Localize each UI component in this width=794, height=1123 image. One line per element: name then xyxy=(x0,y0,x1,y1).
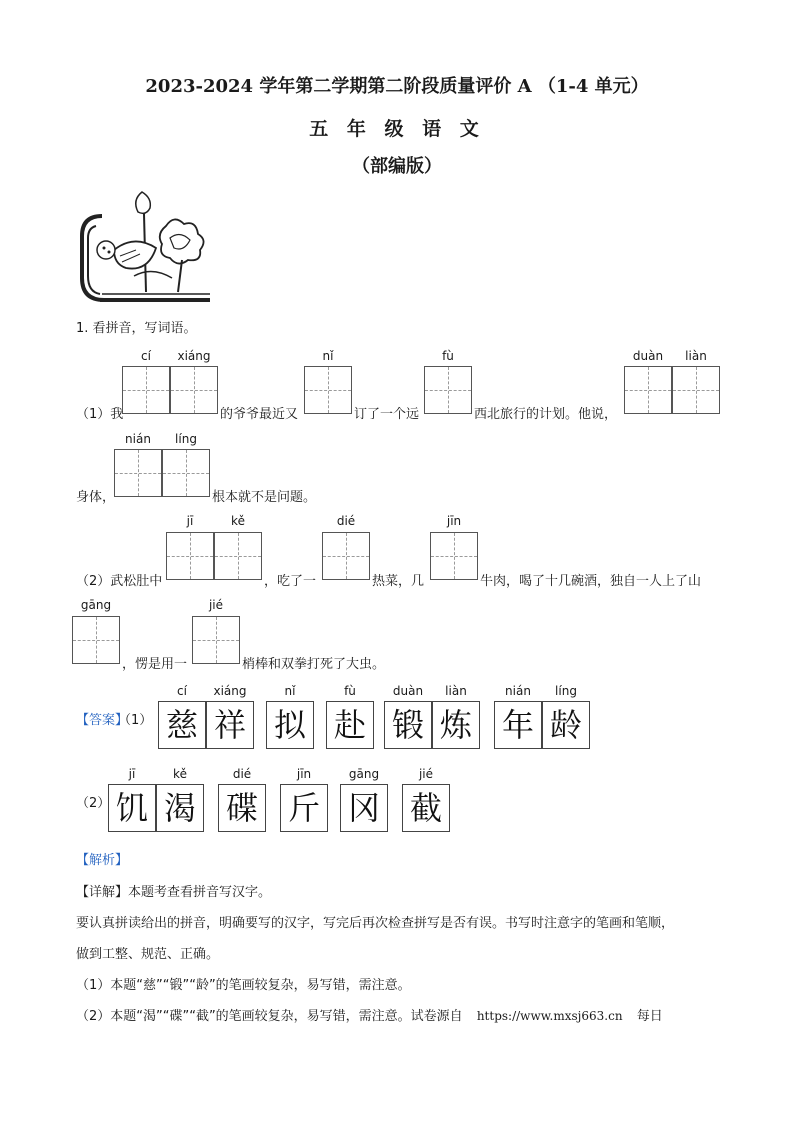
part2-text-2: 热菜，几 xyxy=(372,574,425,589)
answer-pinyin-jie: jié xyxy=(418,767,434,781)
answer-pinyin-nian: nián xyxy=(505,684,531,698)
answer-pinyin-ji: jī xyxy=(128,767,136,781)
part2-label: （2）武松肚中 xyxy=(76,574,163,589)
pinyin-die: dié xyxy=(336,514,356,528)
answer-box-lian[interactable] xyxy=(672,366,720,414)
answer-char-ling: 龄 xyxy=(542,701,590,749)
pinyin-ni: nǐ xyxy=(322,349,334,363)
answer-char-ke: 渴 xyxy=(156,784,204,832)
detail-label: 【详解】 xyxy=(76,885,129,900)
answer-char-ji: 饥 xyxy=(108,784,156,832)
answer-char-gang: 冈 xyxy=(340,784,388,832)
answer-pinyin-duan: duàn xyxy=(392,684,424,698)
pinyin-lian: liàn xyxy=(685,349,707,363)
answer-char-fu: 赴 xyxy=(326,701,374,749)
doc-subject: 五 年 级 语 文 xyxy=(309,118,485,140)
answer-pinyin-lian: liàn xyxy=(445,684,467,698)
answer-pinyin-die: dié xyxy=(232,767,252,781)
pinyin-nian: nián xyxy=(125,432,151,446)
question-prompt: 1. 看拼音，写词语。 xyxy=(76,321,197,336)
pinyin-ji: jī xyxy=(186,514,194,528)
part1-line2-prefix: 身体， xyxy=(76,490,116,505)
answer-box-nian[interactable] xyxy=(114,449,162,497)
pinyin-ke: kě xyxy=(231,514,245,528)
answer-pinyin-gang: gāng xyxy=(348,767,380,781)
pinyin-gang: gāng xyxy=(80,598,112,612)
part1-text-2: 订了一个远 xyxy=(354,407,420,422)
answer-pinyin-ke: kě xyxy=(173,767,187,781)
answer-char-lian: 炼 xyxy=(432,701,480,749)
pinyin-fu: fù xyxy=(442,349,454,363)
analysis-note2 xyxy=(76,1005,663,1024)
answer-pinyin-ni: nǐ xyxy=(284,684,296,698)
answer-label: 【答案】 xyxy=(76,713,129,728)
note2-text: （2）本题“渴”“碟”“截”的笔画较复杂，易写错，需注意。试卷源自 xyxy=(76,1009,463,1024)
answer-pinyin-ci: cí xyxy=(177,684,187,698)
part2-text-3: 牛肉，喝了十几碗酒，独自一人上了山 xyxy=(480,574,702,589)
answer-box-ling[interactable] xyxy=(162,449,210,497)
analysis-para1-line2: 做到工整、规范、正确。 xyxy=(76,947,220,962)
answer-box-ji[interactable] xyxy=(166,532,214,580)
answer-box-xiang[interactable] xyxy=(170,366,218,414)
analysis-label: 【解析】 xyxy=(76,853,129,868)
answer-pinyin-ling: líng xyxy=(555,684,577,698)
pinyin-ci: cí xyxy=(141,349,151,363)
answer-box-duan[interactable] xyxy=(624,366,672,414)
answer-box-ni[interactable] xyxy=(304,366,352,414)
pinyin-xiang: xiáng xyxy=(177,349,211,363)
answer-part2-label: （2） xyxy=(76,796,111,811)
answer-box-jin[interactable] xyxy=(430,532,478,580)
detail-text: 本题考查看拼音写汉字。 xyxy=(128,885,272,900)
answer-char-xiang: 祥 xyxy=(206,701,254,749)
answer-char-ci: 慈 xyxy=(158,701,206,749)
answer-char-die: 碟 xyxy=(218,784,266,832)
answer-pinyin-fu: fù xyxy=(344,684,356,698)
answer-box-jie[interactable] xyxy=(192,616,240,664)
answer-char-ni: 拟 xyxy=(266,701,314,749)
part1-label: （1）我 xyxy=(76,407,124,422)
part1-text-3: 西北旅行的计划。他说， xyxy=(474,407,618,422)
pinyin-ling: líng xyxy=(175,432,197,446)
answer-char-jie: 截 xyxy=(402,784,450,832)
part1-line2-suffix: 根本就不是问题。 xyxy=(212,490,317,505)
part2-text-1: ，吃了一 xyxy=(264,574,317,589)
answer-char-nian: 年 xyxy=(494,701,542,749)
source-url[interactable]: https://www.mxsj663.cn xyxy=(476,1009,623,1023)
answer-box-fu[interactable] xyxy=(424,366,472,414)
answer-box-gang[interactable] xyxy=(72,616,120,664)
answer-box-ci[interactable] xyxy=(122,366,170,414)
pinyin-jin: jīn xyxy=(446,514,462,528)
lotus-decoration-icon xyxy=(74,186,214,310)
doc-title: 2023-2024 学年第二学期第二阶段质量评价 A （1-4 单元） xyxy=(145,76,649,97)
part2-line2-text-2: 梢棒和双拳打死了大虫。 xyxy=(242,657,386,672)
part2-line2-text-1: ，愣是用一 xyxy=(122,657,188,672)
analysis-para1-line1: 要认真拼读给出的拼音，明确要写的汉字，写完后再次检查拼写是否有误。书写时注意字的笔画和笔顺， xyxy=(76,916,675,931)
analysis-detail xyxy=(76,881,271,900)
analysis-note1: （1）本题“慈”“锻”“龄”的笔画较复杂，易写错，需注意。 xyxy=(76,978,411,993)
answer-box-die[interactable] xyxy=(322,532,370,580)
answer-box-ke[interactable] xyxy=(214,532,262,580)
footer-tail: 每日 xyxy=(636,1009,663,1024)
answer-part1-label: （1） xyxy=(118,713,153,728)
answer-char-duan: 锻 xyxy=(384,701,432,749)
answer-pinyin-jin: jīn xyxy=(296,767,312,781)
doc-edition: （部编版） xyxy=(352,156,442,177)
pinyin-jie: jié xyxy=(208,598,224,612)
answer-pinyin-xiang: xiáng xyxy=(213,684,247,698)
part1-text-1: 的爷爷最近又 xyxy=(220,407,299,422)
answer-char-jin: 斤 xyxy=(280,784,328,832)
pinyin-duan: duàn xyxy=(632,349,664,363)
